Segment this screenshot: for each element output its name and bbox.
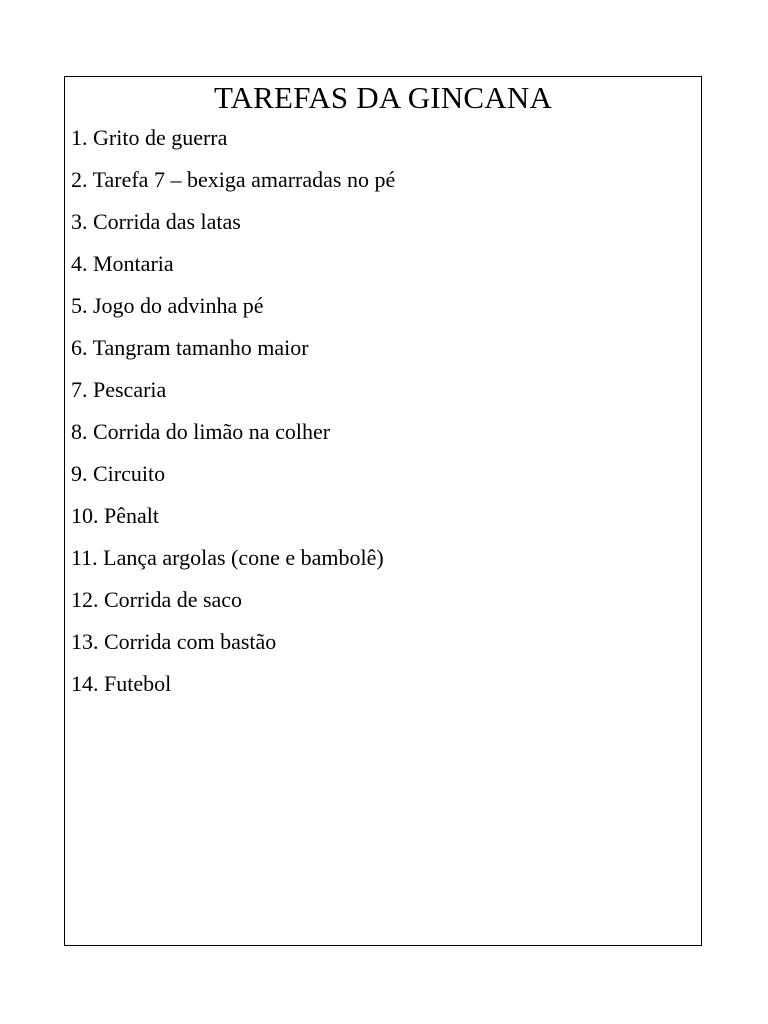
task-list bbox=[71, 117, 395, 705]
list-item: 8. Corrida do limão na colher bbox=[71, 419, 331, 444]
list-item: 7. Pescaria bbox=[71, 377, 167, 402]
list-item: 3. Corrida das latas bbox=[71, 209, 241, 234]
list-item: 1. Grito de guerra bbox=[71, 125, 228, 150]
list-item: 10. Pênalt bbox=[71, 503, 159, 528]
list-item: 4. Montaria bbox=[71, 251, 174, 276]
list-item: 11. Lança argolas (cone e bambolê) bbox=[71, 545, 384, 570]
list-item: 6. Tangram tamanho maior bbox=[71, 335, 309, 360]
list-item: 14. Futebol bbox=[71, 671, 172, 696]
list-item: 5. Jogo do advinha pé bbox=[71, 293, 264, 318]
list-item: 2. Tarefa 7 – bexiga amarradas no pé bbox=[71, 167, 396, 192]
list-item: 13. Corrida com bastão bbox=[71, 629, 277, 654]
document-title: TAREFAS DA GINCANA bbox=[213, 80, 553, 115]
task-list-box bbox=[64, 76, 702, 946]
list-item: 9. Circuito bbox=[71, 461, 166, 486]
list-item: 12. Corrida de saco bbox=[71, 587, 243, 612]
